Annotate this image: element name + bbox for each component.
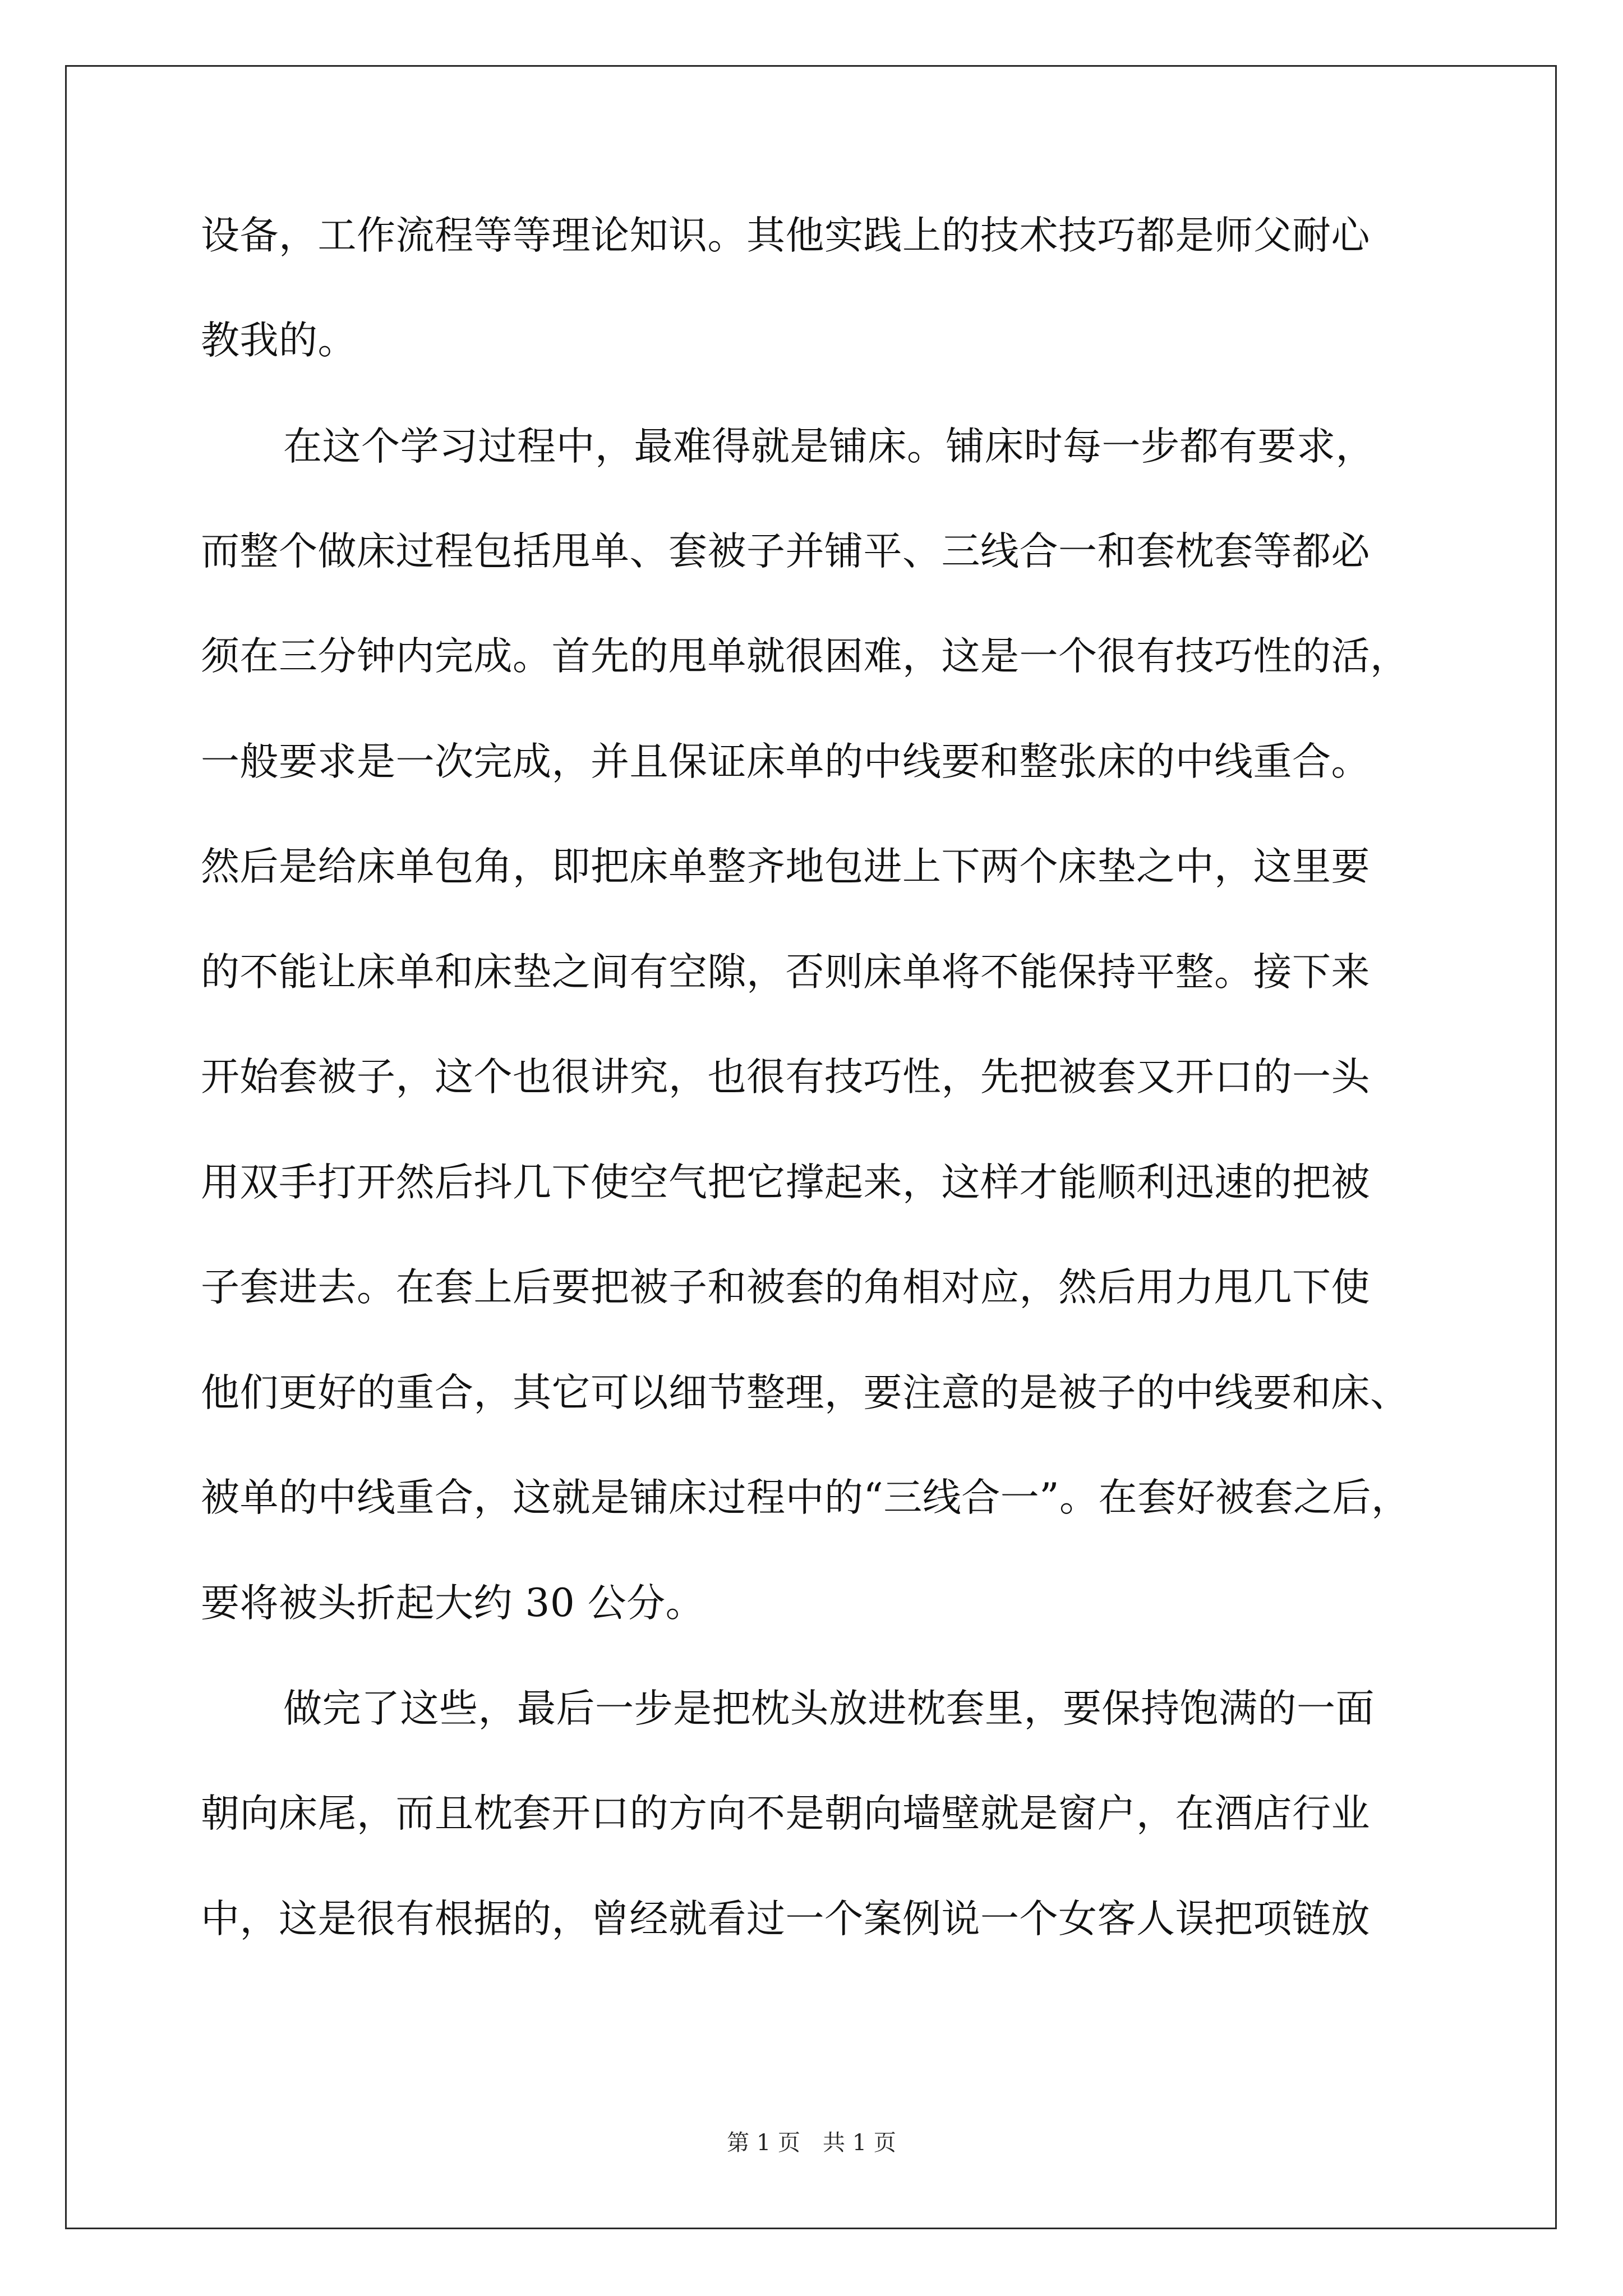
paragraph-start-line: 做完了这些，最后一步是把枕头放进枕套里，要保持饱满的一面 <box>283 1686 1375 1731</box>
text-line: 设备，工作流程等等理论知识。其他实践上的技术技巧都是师父耐心 <box>201 213 1370 258</box>
text-line: 子套进去。在套上后要把被子和被套的角相对应，然后用力甩几下使 <box>201 1265 1370 1310</box>
page-number: 第 1 页 <box>727 2130 800 2156</box>
text-line: 他们更好的重合，其它可以细节整理，要注意的是被子的中线要和床、 <box>201 1370 1409 1415</box>
text-line: 一般要求是一次完成，并且保证床单的中线要和整张床的中线重合。 <box>201 739 1370 784</box>
text-line: 被单的中线重合，这就是铺床过程中的“三线合一”。在套好被套之后， <box>201 1475 1410 1520</box>
total-pages: 共 1 页 <box>823 2130 896 2156</box>
text-line: 的不能让床单和床垫之间有空隙，否则床单将不能保持平整。接下来 <box>201 950 1370 995</box>
paragraph-start-line: 在这个学习过程中，最难得就是铺床。铺床时每一步都有要求， <box>283 424 1375 469</box>
text-line: 然后是给床单包角，即把床单整齐地包进上下两个床垫之中，这里要 <box>201 844 1370 889</box>
page-footer <box>0 2126 1623 2160</box>
text-line: 用双手打开然后抖几下使空气把它撑起来，这样才能顺利迅速的把被 <box>201 1160 1370 1205</box>
text-line: 要将被头折起大约 30 公分。 <box>201 1581 705 1626</box>
text-line: 教我的。 <box>201 318 357 363</box>
text-line: 朝向床尾，而且枕套开口的方向不是朝向墙壁就是窗户，在酒店行业 <box>201 1791 1370 1836</box>
text-line: 而整个做床过程包括甩单、套被子并铺平、三线合一和套枕套等都必 <box>201 529 1370 574</box>
text-line: 须在三分钟内完成。首先的甩单就很困难，这是一个很有技巧性的活， <box>201 634 1409 679</box>
text-line: 中，这是很有根据的，曾经就看过一个案例说一个女客人误把项链放 <box>201 1897 1370 1941</box>
text-line: 开始套被子，这个也很讲究，也很有技巧性，先把被套又开口的一头 <box>201 1055 1370 1099</box>
